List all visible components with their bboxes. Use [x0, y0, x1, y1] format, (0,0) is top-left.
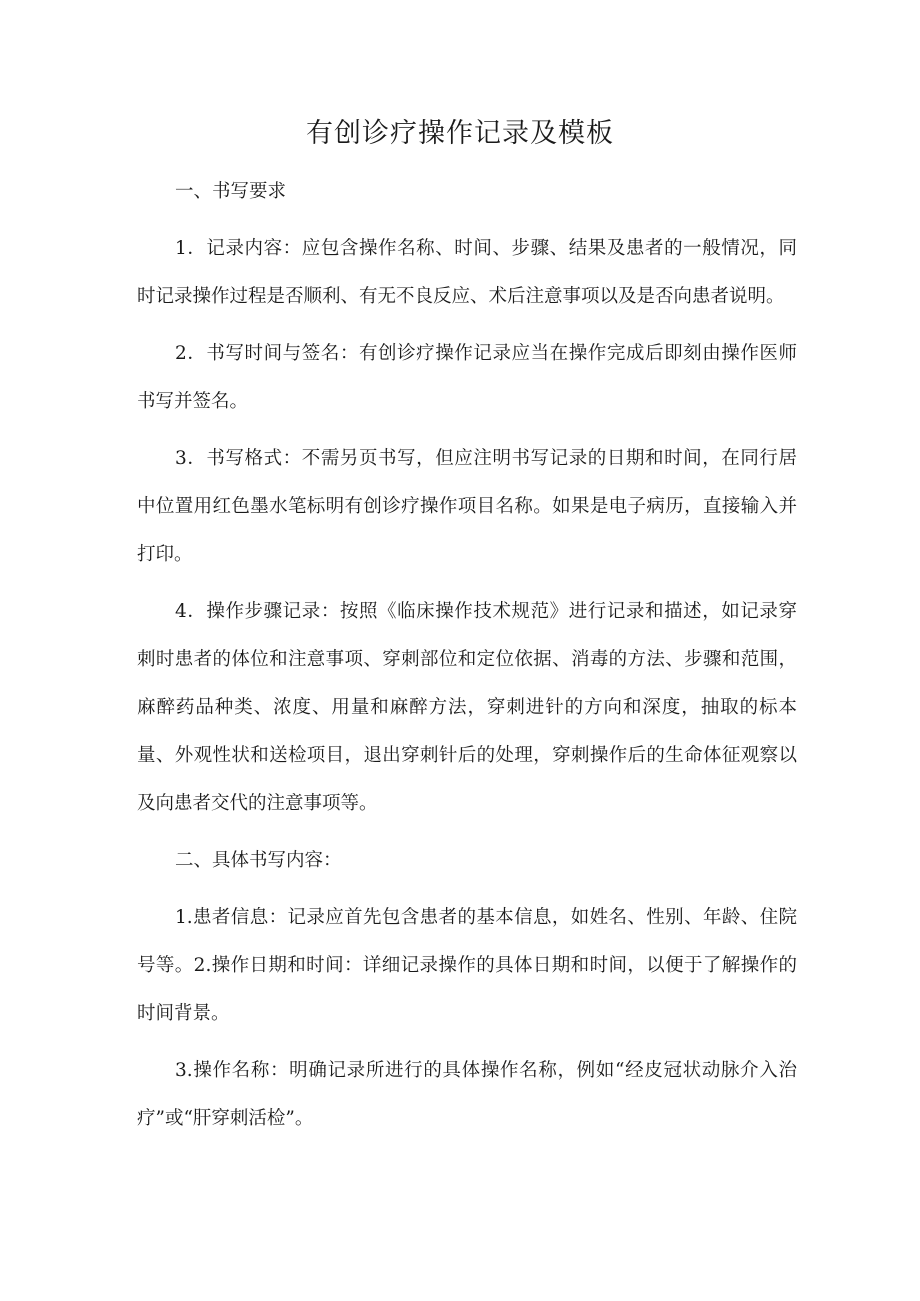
requirement-item-1: 1．记录内容：应包含操作名称、时间、步骤、结果及患者的一般情况，同时记录操作过程是否顺利、有无不良反应、术后注意事项以及是否向患者说明。 [137, 238, 797, 307]
requirement-item-2: 2．书写时间与签名：有创诊疗操作记录应当在操作完成后即刻由操作医师书写并签名。 [137, 343, 797, 412]
content-item-2: 3.操作名称：明确记录所进行的具体操作名称，例如“经皮冠状动脉介入治疗”或“肝穿刺活检”。 [137, 1060, 797, 1129]
document-body [137, 168, 797, 1152]
section-heading-specific-content: 二、具体书写内容： [175, 850, 342, 871]
requirement-item-3: 3．书写格式：不需另页书写，但应注明书写记录的日期和时间，在同行居中位置用红色墨水笔标明有创诊疗操作项目名称。如果是电子病历，直接输入并打印。 [137, 448, 797, 565]
section-heading-writing-requirements: 一、书写要求 [175, 181, 287, 202]
document-title: 有创诊疗操作记录及模板 [306, 118, 614, 149]
content-item-1: 1.患者信息：记录应首先包含患者的基本信息，如姓名、性别、年龄、住院号等。2.操作日期和时间：详细记录操作的具体日期和时间，以便于了解操作的时间背景。 [137, 907, 797, 1024]
requirement-item-4: 4．操作步骤记录：按照《临床操作技术规范》进行记录和描述，如记录穿刺时患者的体位和注意事项、穿刺部位和定位依据、消毒的方法、步骤和范围，麻醉药品种类、浓度、用量和麻醉方法，穿刺进针的方向和深度，抽取的标本量、外观性状和送检项目，退出穿刺针后的处理，穿刺操作后的生命体征观察以及向患者交代的注意事项等。 [137, 601, 797, 814]
